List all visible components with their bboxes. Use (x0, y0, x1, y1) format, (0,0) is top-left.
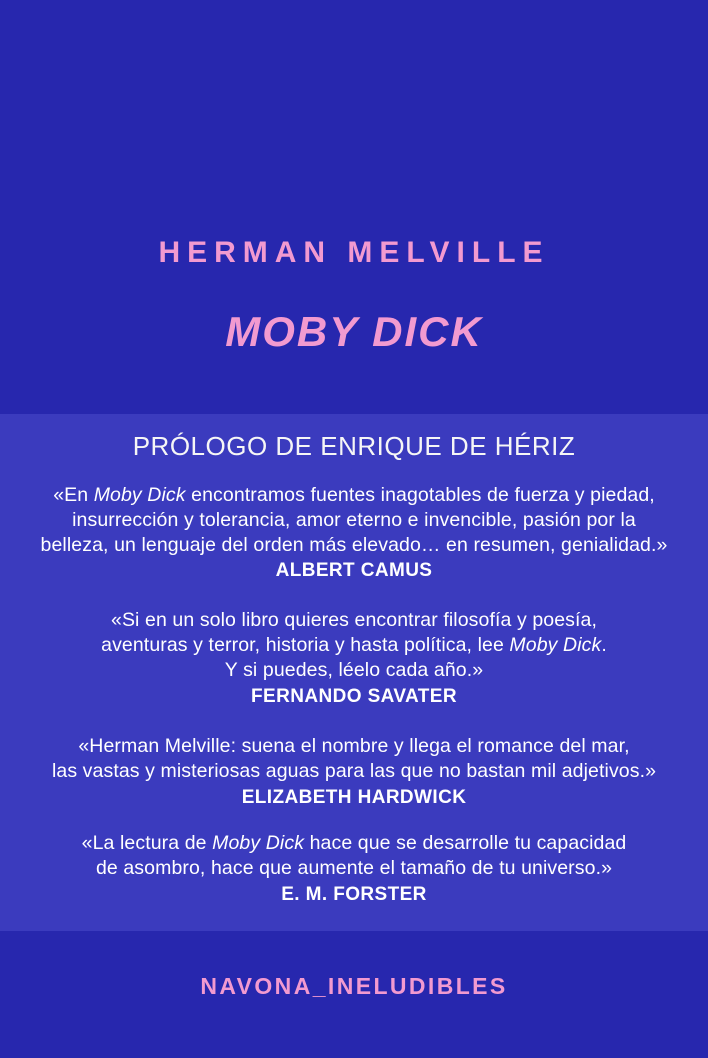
quote-line-1b: encontramos fuentes inagotables de fuerza y piedad, (185, 483, 655, 506)
quote-text (18, 734, 690, 784)
quote-block (18, 608, 690, 708)
quote-work-title: Moby Dick (93, 483, 186, 506)
quote-line-1b: hace que se desarrolle tu capacidad (304, 832, 627, 855)
quote-author: ELIZABETH HARDWICK (241, 787, 467, 809)
quote-work-title: Moby Dick (212, 832, 305, 855)
cover-bottom-panel (0, 931, 708, 1058)
quote-line-2: de asombro, hace que aumente el tamaño de tu universo.» (95, 857, 613, 880)
cover-top-panel (0, 0, 708, 414)
quote-line-3: Y si puedes, léelo cada año.» (224, 659, 484, 682)
quote-text (18, 483, 690, 558)
quote-block (18, 734, 690, 809)
quote-line-1a: «La lectura de (81, 832, 213, 855)
quote-line-1: «Herman Melville: suena el nombre y llega el romance del mar, (78, 735, 630, 758)
quote-line-1: «Si en un solo libro quieres encontrar filosofía y poesía, (111, 609, 597, 632)
book-title: MOBY DICK (225, 308, 483, 355)
quote-author: FERNANDO SAVATER (251, 686, 457, 708)
cover-middle-panel (0, 414, 708, 931)
quote-line-2: insurrección y tolerancia, amor eterno e invencible, pasión por la (72, 508, 636, 531)
prologue-credit: PRÓLOGO DE ENRIQUE DE HÉRIZ (132, 431, 576, 461)
quote-block (18, 831, 690, 906)
quote-author: ALBERT CAMUS (275, 560, 433, 582)
quote-block (18, 483, 690, 583)
publisher-imprint: NAVONA_INELUDIBLES (200, 973, 508, 999)
author-name: HERMAN MELVILLE (158, 236, 550, 269)
quote-line-2a: aventuras y terror, historia y hasta política, lee (101, 634, 510, 657)
quote-line-1a: «En (53, 483, 94, 506)
quote-author: E. M. FORSTER (281, 884, 427, 906)
quote-text (18, 831, 690, 881)
quote-text (18, 608, 690, 683)
quote-line-2: las vastas y misteriosas aguas para las que no bastan mil adjetivos.» (51, 760, 657, 783)
quote-line-2b: . (601, 634, 607, 657)
quote-line-3: belleza, un lenguaje del orden más elevado… en resumen, genialidad.» (40, 533, 668, 556)
quote-work-title: Moby Dick (509, 634, 602, 657)
